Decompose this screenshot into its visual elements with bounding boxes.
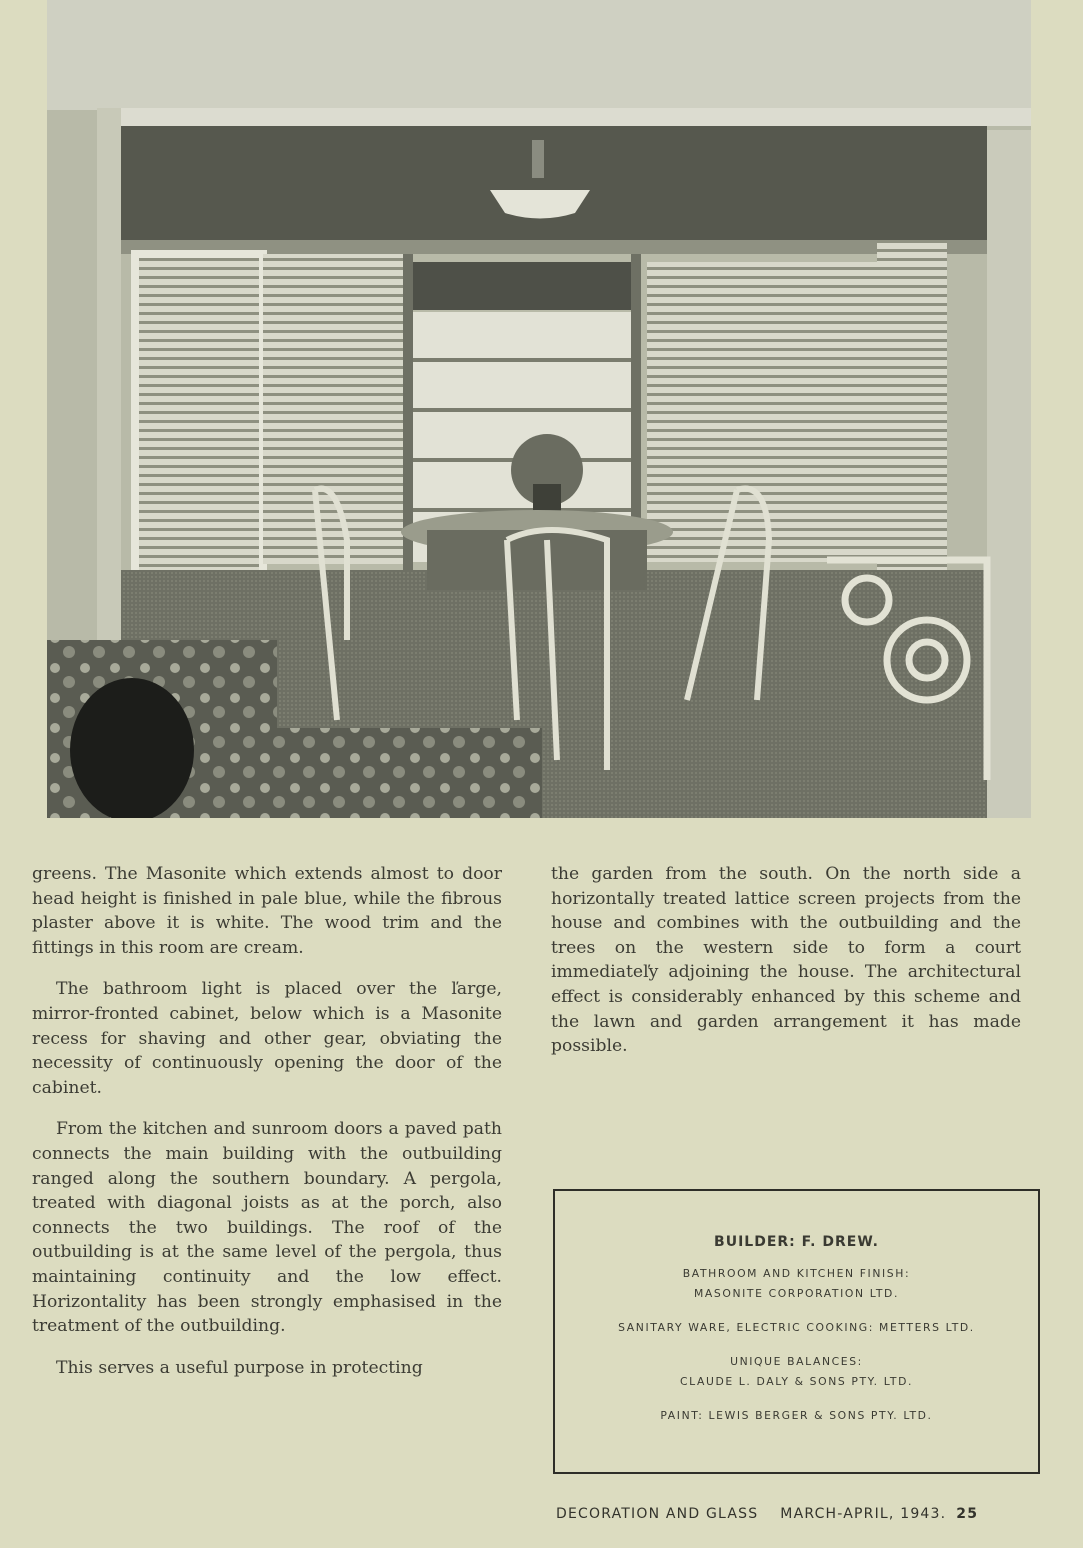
paragraph: the garden from the south. On the north side a horizontally treated lattice screen projects from the house and combines with the outbuilding and the trees on the western side to form a court immediateľy adjoining the house. The architectural effect is considerably enhanced by this scheme and the lawn and garden arrangement it has made possible. (551, 864, 1021, 1057)
interior-photograph (47, 0, 1031, 818)
credit-group (555, 1318, 1038, 1338)
page-number: 25 (956, 1506, 979, 1522)
photo-illustration (47, 0, 1031, 818)
paragraph: greens. The Masonite which extends almost to door head height is finished in pale blue, while the fibrous plaster above it is white. The wood trim and the fittings in this room are cream. (32, 864, 502, 958)
paragraph: This serves a useful purpose in protecting (56, 1357, 423, 1378)
credits-box (553, 1189, 1040, 1474)
paragraph: The bathroom light is placed over the ľarge, mirror-fronted cabinet, below which is a Masonite recess for shaving and other gear, obviating the necessity of continuously opening the door of the cabinet. (32, 979, 502, 1098)
credit-line: PAINT: LEWIS BERGER & SONS PTY. LTD. (660, 1409, 933, 1422)
credit-line: MASONITE CORPORATION LTD. (694, 1287, 899, 1300)
credit-group (555, 1406, 1038, 1426)
publication-name: DECORATION AND GLASS (556, 1506, 759, 1522)
credit-line: CLAUDE L. DALY & SONS PTY. LTD. (679, 1375, 914, 1388)
paragraph: From the kitchen and sunroom doors a paved path connects the main building with the outbuilding ranged along the southern boundary. A pergola, treated with diagonal joists as at the porch, also connects the two buildings. The roof of the outbuilding is at the same level of the pergola, thus maintaining continuity and the low effect. Horizontality has been strongly emphasised in the treatment of the outbuilding. (32, 1119, 502, 1337)
left-door-blinds (135, 254, 263, 614)
article-left-column (32, 862, 502, 1397)
credit-group (555, 1352, 1038, 1392)
builder-credit: BUILDER: F. DREW. (714, 1234, 879, 1250)
right-window-blinds (647, 262, 877, 562)
ceiling (121, 126, 987, 241)
article-right-column (551, 862, 1021, 1076)
credit-line: UNIQUE BALANCES: (730, 1355, 863, 1368)
page-footer (556, 1506, 1046, 1522)
ottoman (272, 728, 542, 818)
credit-group (555, 1264, 1038, 1304)
credit-line: SANITARY WARE, ELECTRIC COOKING: METTERS LTD. (618, 1321, 975, 1334)
credit-line: BATHROOM AND KITCHEN FINISH: (682, 1267, 911, 1280)
issue-date: MARCH-APRIL, 1943. (780, 1506, 947, 1522)
